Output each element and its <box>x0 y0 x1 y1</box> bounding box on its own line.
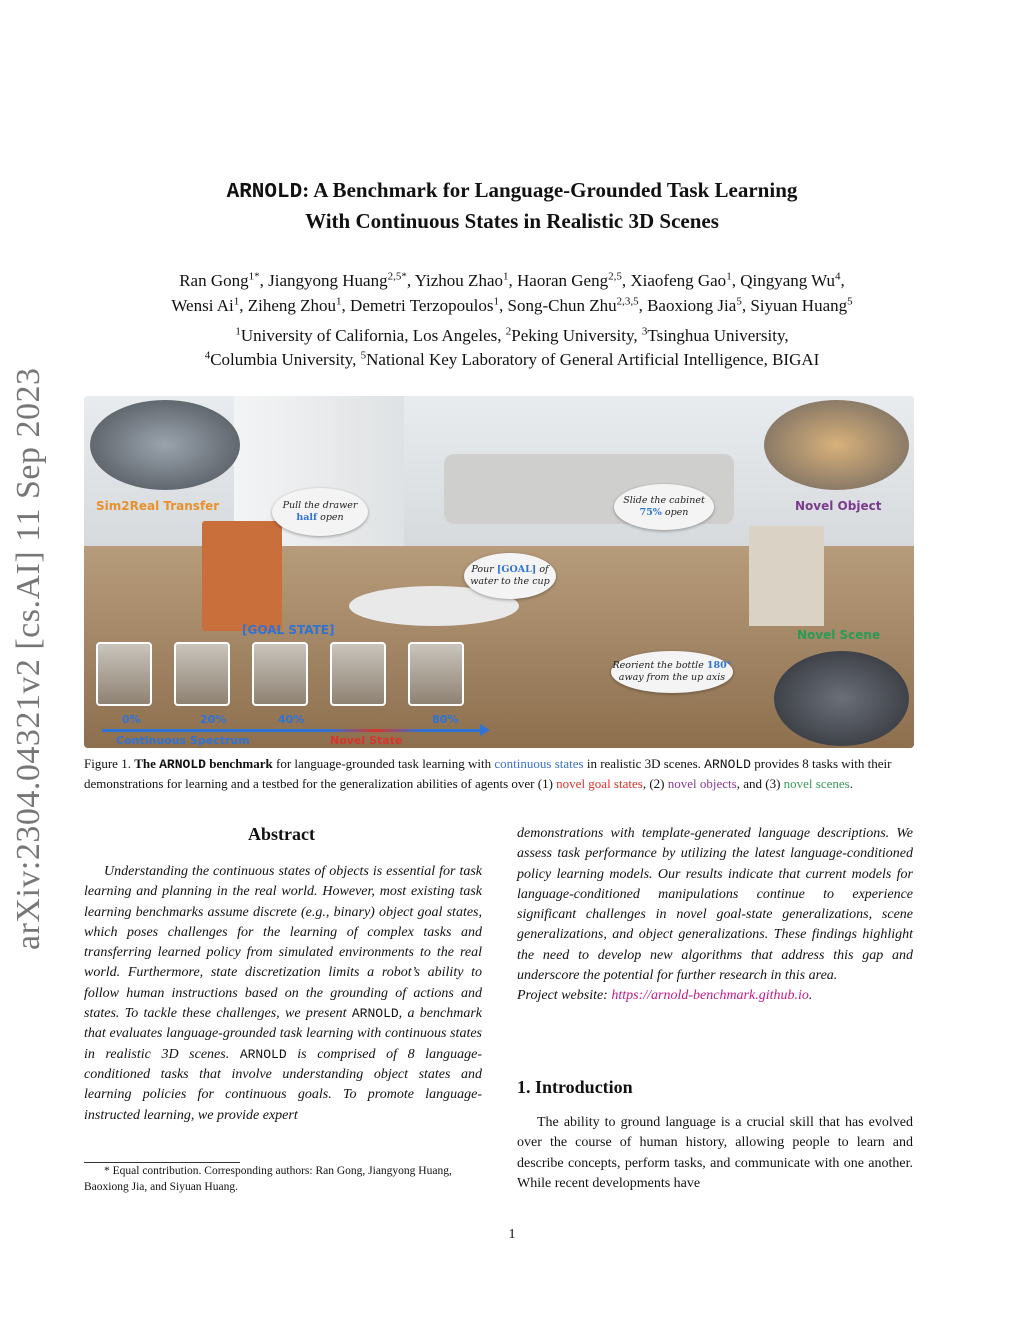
continuous-spectrum-label: Continuous Spectrum <box>116 734 250 747</box>
author-line-1: Ran Gong$^{1*}$, Jiangyong Huang$^{2,5*}$, Yizhou Zhao$^1$, Haoran Geng$^{2,5}$, Xiaofeng Gao$^1$, Qingyang Wu$^4$, <box>179 270 845 290</box>
novel-scene-label: Novel Scene <box>797 628 881 642</box>
author-name: Siyuan Huang <box>750 296 848 315</box>
affil-pku: Peking University, <box>511 326 642 345</box>
novel-object-label: Novel Object <box>795 499 882 513</box>
goal-thumbnail <box>252 642 308 706</box>
title-line2: With Continuous States in Realistic 3D Scenes <box>305 209 719 233</box>
abstract-heading: Abstract <box>248 824 315 844</box>
title-line1: : A Benchmark for Language-Grounded Task Learning <box>302 178 798 202</box>
affil-ucla: University of California, Los Angeles, <box>240 326 506 345</box>
goal-thumbnail <box>330 642 386 706</box>
page-number: 1 <box>508 1227 516 1242</box>
bubble-drawer: Pull the drawer half open <box>272 488 368 536</box>
bubble-pour: Pour [GOAL] of water to the cup <box>464 553 556 599</box>
author-affiliation-mark: 5 <box>847 295 853 308</box>
spectrum-tick-0: 0% <box>122 713 141 726</box>
affil-bigai: National Key Laboratory of General Artificial Intelligence, BIGAI <box>366 350 820 369</box>
caption-novel-objects: novel objects <box>667 776 737 791</box>
footnote: * Equal contribution. Corresponding authors: Ran Gong, Jiangyong Huang, Baoxiong Jia, and Siyuan Huang. <box>84 1165 452 1193</box>
goal-thumbnail <box>408 642 464 706</box>
figure-caption: Figure 1. The ARNOLD benchmark for language-grounded task learning with continuous states in realistic 3D scenes. ARNOLD provides 8 tasks with their demonstrations for learning and a testbed for the generalization abilities of agents over (1) novel goal states, (2) novel objects, and (3) novel scenes. <box>84 756 892 791</box>
author-name: Qingyang Wu <box>740 271 836 290</box>
figure-1-illustration <box>84 396 914 748</box>
title-benchmark-name: ARNOLD <box>226 181 303 204</box>
paper-title <box>0 176 1024 236</box>
caption-novel-goal-states: novel goal states <box>556 776 643 791</box>
abstract-body-left: Understanding the continuous states of objects is essential for task learning and planning in the real world. However, most existing task learning benchmarks assume discrete (e.g., binary) object goal states, which poses challenges for the learning of complex tasks and transferring learned policy from simulated environments to the real world. Furthermore, state discretization limits a robot’s ability to follow human instructions based on the grounding of actions and states. To tackle these challenges, we present ARNOLD, a benchmark that evaluates language-grounded task learning with continuous states in realistic 3D scenes. ARNOLD is comprised of 8 language-conditioned tasks that involve understanding object states and learning policies for continuous goals. To promote language-instructed learning, we provide expert <box>84 864 482 1123</box>
author-line-2: Wensi Ai$^1$, Ziheng Zhou$^1$, Demetri Terzopoulos$^1$, Song-Chun Zhu$^{2,3,5}$, Baoxiong Jia$^5$, Siyuan Huang$^5$ <box>171 295 853 315</box>
spectrum-tick-80: 80% <box>432 713 459 726</box>
affiliations: $^1$University of California, Los Angeles, $^2$Peking University, $^3$Tsinghua University, $^4$Columbia University, $^5$National Key Laboratory of General Artificial Intelligence, BIGAI <box>204 325 820 369</box>
author-affiliation-mark: 1 <box>233 295 240 308</box>
spectrum-arrow-line <box>102 729 482 732</box>
affil-thu: Tsinghua University, <box>647 326 789 345</box>
author-list <box>60 268 964 318</box>
author-name: Baoxiong Jia <box>647 296 737 315</box>
author-affiliation-mark: 2,3,5 <box>616 295 639 308</box>
novel-object-photo <box>764 400 909 490</box>
caption-novel-scenes: novel scenes <box>783 776 850 791</box>
author-affiliation-mark: 1 <box>503 270 509 283</box>
author-name: Xiaofeng Gao <box>630 271 727 290</box>
author-affiliation-mark: 4 <box>835 270 841 283</box>
sim2real-photo <box>90 400 240 490</box>
author-affiliation-mark: 2,5* <box>387 270 407 283</box>
novel-object-cabinet <box>749 526 824 626</box>
introduction-heading: 1. Introduction <box>517 1077 633 1097</box>
goal-thumbnail <box>174 642 230 706</box>
author-name: Song-Chun Zhu <box>507 296 617 315</box>
goal-state-label: [GOAL STATE] <box>242 623 335 637</box>
spectrum-tick-40: 40% <box>278 713 305 726</box>
bubble-bottle: Reorient the bottle 180° away from the up axis <box>611 651 733 693</box>
affil-columbia: Columbia University, <box>210 350 361 369</box>
sim2real-label: Sim2Real Transfer <box>96 499 220 513</box>
spectrum-tick-20: 20% <box>200 713 227 726</box>
author-name: Demetri Terzopoulos <box>350 296 494 315</box>
abstract-body-right: demonstrations with template-generated language descriptions. We assess task performance by utilizing the latest language-conditioned policy learning models. Our results indicate that current models for language-conditioned manipulations continue to experience significant challenges in novel goal-state generalizations, scene generalizations, and object generalizations. These findings highlight the need to develop new algorithms that address this gap and underscore the potential for further research in this area. Project website: https://arnold-benchmark.github.io. <box>517 826 913 1004</box>
wooden-drawer-cabinet <box>202 521 282 631</box>
bubble-cabinet: Slide the cabinet 75% open <box>614 484 714 530</box>
goal-thumbnail <box>96 642 152 706</box>
author-affiliation-mark: 1* <box>248 270 260 283</box>
author-name: Wensi Ai <box>171 296 234 315</box>
introduction-body: The ability to ground language is a crucial skill that has evolved over the course of human history, allowing people to learn and describe concepts, perform tasks, and communicate with one another. While recent developments have <box>517 1115 913 1191</box>
author-name: Ziheng Zhou <box>247 296 337 315</box>
project-website-link[interactable]: https://arnold-benchmark.github.io <box>611 988 809 1004</box>
author-affiliation-mark: 5 <box>736 295 742 308</box>
author-affiliation-mark: 1 <box>493 295 499 308</box>
author-name: Haoran Geng <box>517 271 609 290</box>
author-affiliation-mark: 2,5 <box>608 270 622 283</box>
novel-scene-photo <box>774 651 909 746</box>
author-name: Jiangyong Huang <box>268 271 388 290</box>
novel-state-label: Novel State <box>330 734 403 747</box>
caption-continuous-states: continuous states <box>494 756 584 771</box>
author-name: Ran Gong <box>179 271 249 290</box>
author-affiliation-mark: 1 <box>726 270 732 283</box>
author-affiliation-mark: 1 <box>336 295 342 308</box>
spectrum-arrow-head <box>480 724 490 736</box>
arxiv-identifier: arXiv:2304.04321v2 [cs.AI] 11 Sep 2023 <box>10 367 47 950</box>
author-name: Yizhou Zhao <box>414 271 503 290</box>
